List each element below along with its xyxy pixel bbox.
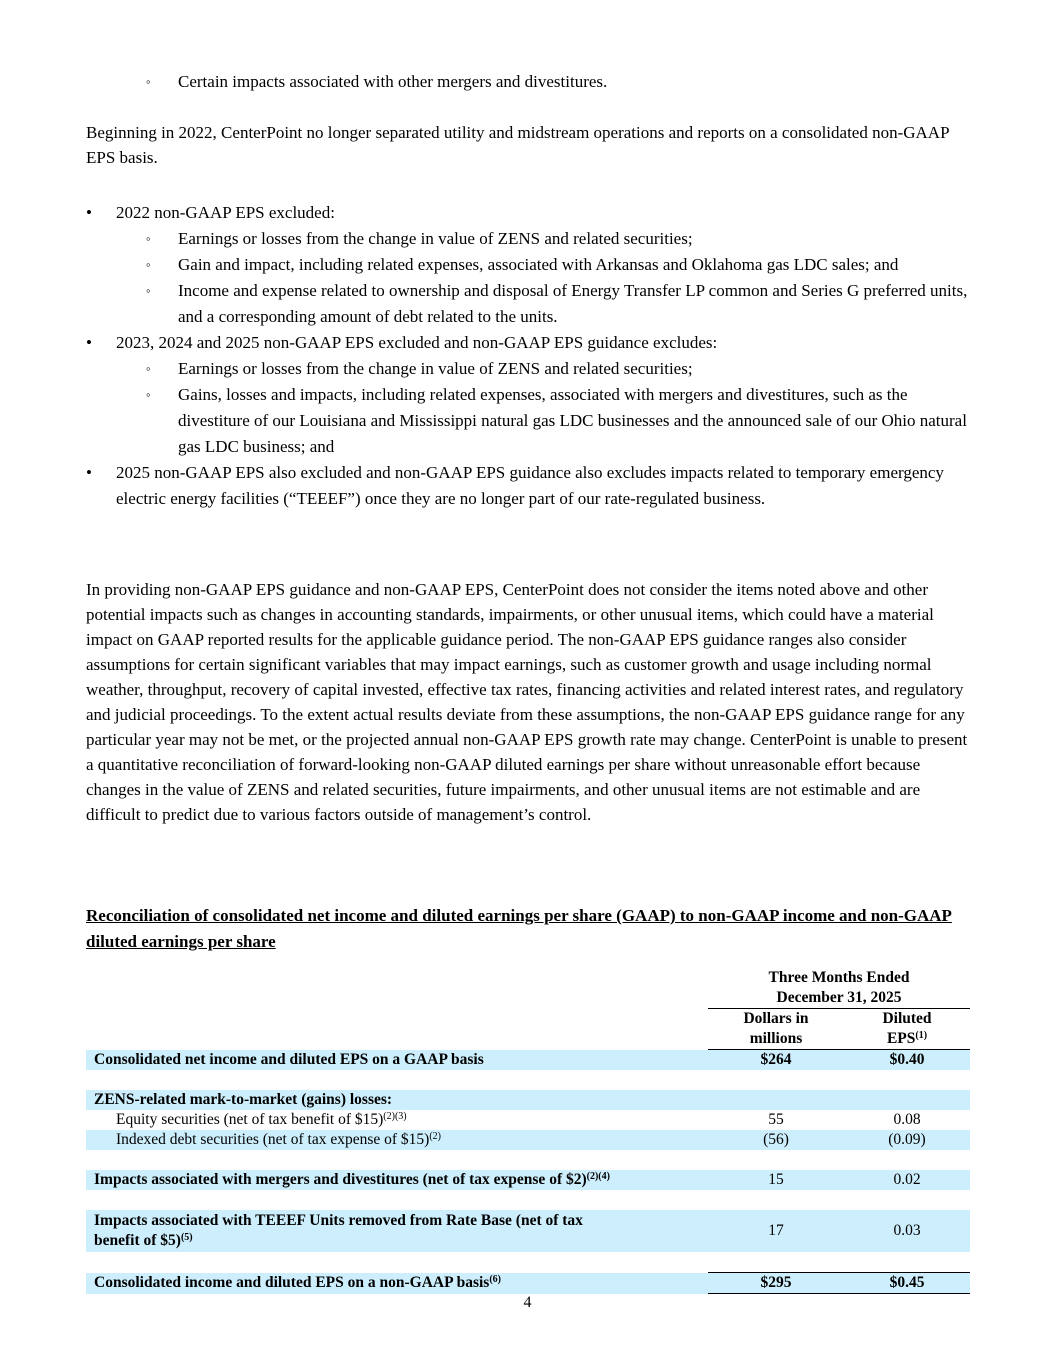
table-row: Indexed debt securities (net of tax expense of $15)$^{(2)}$ (56) (0.09) bbox=[86, 1130, 970, 1150]
list-item: ◦ Earnings or losses from the change in value of ZENS and related securities; bbox=[86, 356, 970, 382]
paragraph: Beginning in 2022, CenterPoint no longer separated utility and midstream operations and reports on a consolidated non-GAAP EPS basis. bbox=[86, 123, 949, 167]
circle-bullet-icon: ◦ bbox=[146, 257, 151, 272]
table-row: Equity securities (net of tax benefit of $15)$^{(2)(3)}$ 55 0.08 bbox=[116, 1111, 921, 1128]
circle-bullet-icon: ◦ bbox=[146, 387, 151, 402]
list-item: ◦ Income and expense related to ownership and disposal of Energy Transfer LP common and Series G preferred units, and a corresponding amount of debt related to the units. bbox=[86, 278, 970, 330]
list-item: • 2023, 2024 and 2025 non-GAAP EPS excluded and non-GAAP EPS guidance excludes: bbox=[86, 330, 970, 356]
table-row: Impacts associated with mergers and divestitures (net of tax expense of $2)$^{(2)(4)}$ 15 0.02 bbox=[86, 1170, 970, 1190]
list-item: • 2022 non-GAAP EPS excluded: bbox=[86, 200, 970, 226]
list-item: ◦ Certain impacts associated with other mergers and divestitures. bbox=[86, 69, 1055, 95]
bullet-list bbox=[86, 200, 970, 512]
reconciliation-table bbox=[86, 968, 970, 1294]
circle-bullet-icon: ◦ bbox=[146, 74, 151, 89]
list-item: ◦ Gains, losses and impacts, including related expenses, associated with mergers and divestitures, such as the divestiture of our Louisiana and Mississippi natural gas LDC businesses and the announced sale of our Ohio natural gas LDC business; and bbox=[86, 382, 970, 460]
column-header-eps: Diluted EPS$^{(1)}$ bbox=[844, 1009, 970, 1050]
column-header-dollars: Dollars in millions bbox=[708, 1009, 844, 1050]
circle-bullet-icon: ◦ bbox=[146, 283, 151, 298]
period-header: Three Months Ended December 31, 2025 bbox=[708, 968, 970, 1009]
table-row: Impacts associated with TEEEF Units removed from Rate Base (net of tax benefit of $5)$^{(5)}$ 17 0.03 bbox=[86, 1210, 970, 1252]
list-item: ◦ Earnings or losses from the change in value of ZENS and related securities; bbox=[86, 226, 970, 252]
list-item: ◦ Gain and impact, including related expenses, associated with Arkansas and Oklahoma gas LDC sales; and bbox=[86, 252, 970, 278]
bullet-icon: • bbox=[86, 333, 92, 352]
circle-bullet-icon: ◦ bbox=[146, 231, 151, 246]
circle-bullet-icon: ◦ bbox=[146, 361, 151, 376]
page-number: 4 bbox=[523, 1294, 532, 1311]
section-heading: Reconciliation of consolidated net income and diluted earnings per share (GAAP) to non-GAAP income and non-GAAP diluted earnings per share bbox=[86, 906, 952, 951]
paragraph: In providing non-GAAP EPS guidance and non-GAAP EPS, CenterPoint does not consider the items noted above and other potential impacts such as changes in accounting standards, impairments, or other unusual items, which could have a material impact on GAAP reported results for the applicable guidance period. The non-GAAP EPS guidance ranges also consider assumptions for certain significant variables that may impact earnings, such as customer growth and usage including normal weather, throughput, recovery of capital invested, effective tax rates, financing activities and related interest rates, and regulatory and judicial proceedings. To the extent actual results deviate from these assumptions, the non-GAAP EPS guidance range for any particular year may not be met, or the projected annual non-GAAP EPS growth rate may change. CenterPoint is unable to present a quantitative reconciliation of forward-looking non-GAAP diluted earnings per share without unreasonable effort because changes in the value of ZENS and related securities, future impairments, and other unusual items are not estimable and are difficult to predict due to various factors outside of management’s control. bbox=[86, 580, 968, 824]
table-row: Consolidated income and diluted EPS on a non-GAAP basis$^{(6)}$ $295 $0.45 bbox=[86, 1273, 970, 1294]
table-row: ZENS-related mark-to-market (gains) losses: bbox=[86, 1090, 970, 1110]
table-row: Consolidated net income and diluted EPS on a GAAP basis $264 $0.40 bbox=[86, 1050, 970, 1071]
bullet-icon: • bbox=[86, 203, 92, 222]
list-item: • 2025 non-GAAP EPS also excluded and non-GAAP EPS guidance also excludes impacts related to temporary emergency electric energy facilities (“TEEEF”) once they are no longer part of our rate-regulated business. bbox=[86, 460, 970, 512]
bullet-icon: • bbox=[86, 463, 92, 482]
